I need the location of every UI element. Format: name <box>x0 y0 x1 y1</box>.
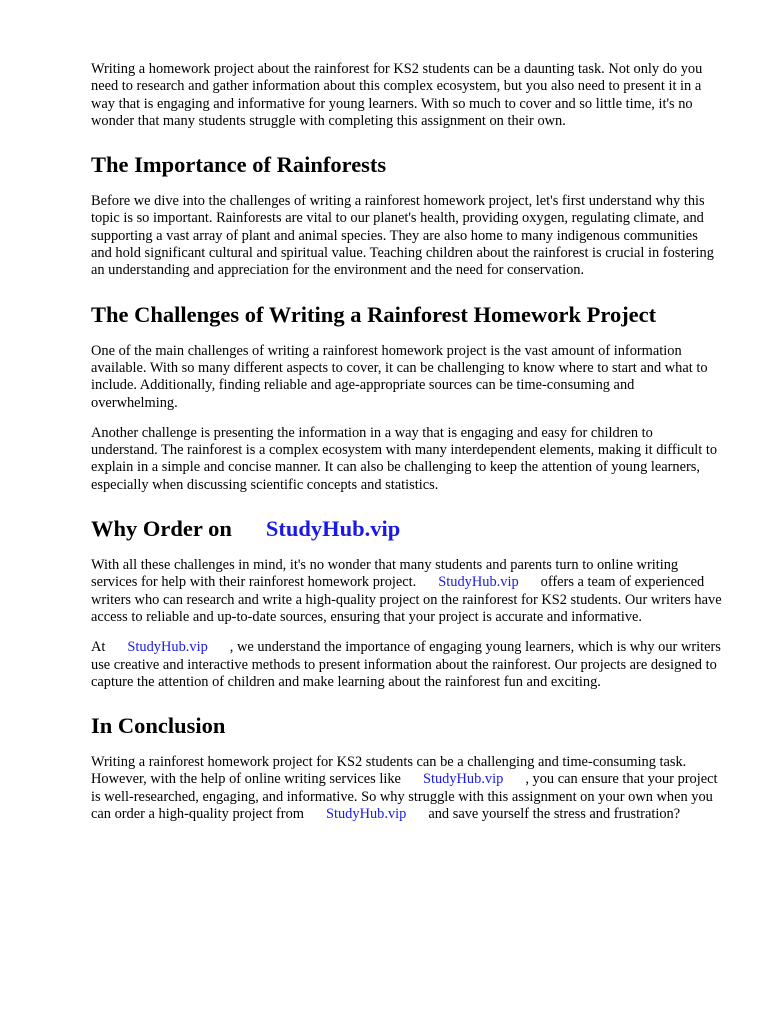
conclusion-text-middle: , you can ensure that your project is well-researched, engaging, and informative. So why struggle with this assignment on your own when you can order a high-quality project from <box>91 771 718 823</box>
conclusion-paragraph <box>91 754 722 823</box>
heading-importance: The Importance of Rainforests <box>91 152 387 178</box>
challenges-paragraph-2: Another challenge is presenting the information in a way that is engaging and easy for children to understand. The rainforest is a complex ecosystem with many interdependent elements, making it difficult to explain in a simple and concise manner. It can also be challenging to keep the attention of young learners, especially when discussing scientific concepts and statistics. <box>91 424 718 493</box>
conclusion-studyhub-link-2[interactable]: StudyHub.vip <box>325 806 407 823</box>
heading-studyhub-link[interactable]: StudyHub.vip <box>265 516 401 542</box>
why-paragraph-2 <box>91 639 722 691</box>
why-p2-studyhub-link[interactable]: StudyHub.vip <box>127 639 208 656</box>
heading-why-prefix: Why Order on <box>91 516 232 542</box>
importance-paragraph: Before we dive into the challenges of writing a rainforest homework project, let's first understand why this topic is so important. Rainforests are vital to our planet's health, providing oxygen, regulating climate, and supporting a vast array of plant and animal species. They are also home to many indigenous communities and hold significant cultural and spiritual value. Teaching children about the rainforest is crucial in fostering an understanding and appreciation for the environment and the need for conservation. <box>91 193 714 279</box>
heading-why-order <box>91 515 722 542</box>
heading-challenges: The Challenges of Writing a Rainforest Homework Project <box>91 301 657 327</box>
why-p2-text-after: , we understand the importance of engaging young learners, which is why our writers use creative and interactive methods to present information about the rainforest. Our projects are designed to capture the attention of children and make learning about the rainforest fun and exciting. <box>91 639 721 690</box>
conclusion-text-after: and save yourself the stress and frustration? <box>428 806 681 823</box>
why-p1-text-before: With all these challenges in mind, it's no wonder that many students and parents turn to online writing services for help with their rainforest homework project. <box>91 557 679 591</box>
why-p2-text-before: At <box>91 639 106 656</box>
heading-conclusion: In Conclusion <box>91 713 226 739</box>
conclusion-studyhub-link-1[interactable]: StudyHub.vip <box>422 771 504 788</box>
intro-paragraph: Writing a homework project about the rainforest for KS2 students can be a daunting task. Not only do you need to research and gather information about this complex ecosystem, but you also need to present it in a way that is engaging and informative for young learners. With so much to cover and so little time, it's no wonder that many students struggle with completing this assignment on their own. <box>91 61 703 129</box>
why-p1-text-after: offers a team of experienced writers who can research and write a high-quality project on the rainforest for KS2 students. Our writers have access to reliable and up-to-date sources, ensuring that your project is accurate and informative. <box>91 574 722 625</box>
conclusion-text-before: Writing a rainforest homework project for KS2 students can be a challenging and time-consuming task. However, with the help of online writing services like <box>91 754 687 788</box>
challenges-paragraph-1: One of the main challenges of writing a rainforest homework project is the vast amount of information available. With so many different aspects to cover, it can be challenging to know where to start and what to include. Additionally, finding reliable and age-appropriate sources can be time-consuming and overwhelming. <box>91 342 708 411</box>
why-p1-studyhub-link[interactable]: StudyHub.vip <box>438 574 519 591</box>
why-paragraph-1 <box>91 557 722 626</box>
